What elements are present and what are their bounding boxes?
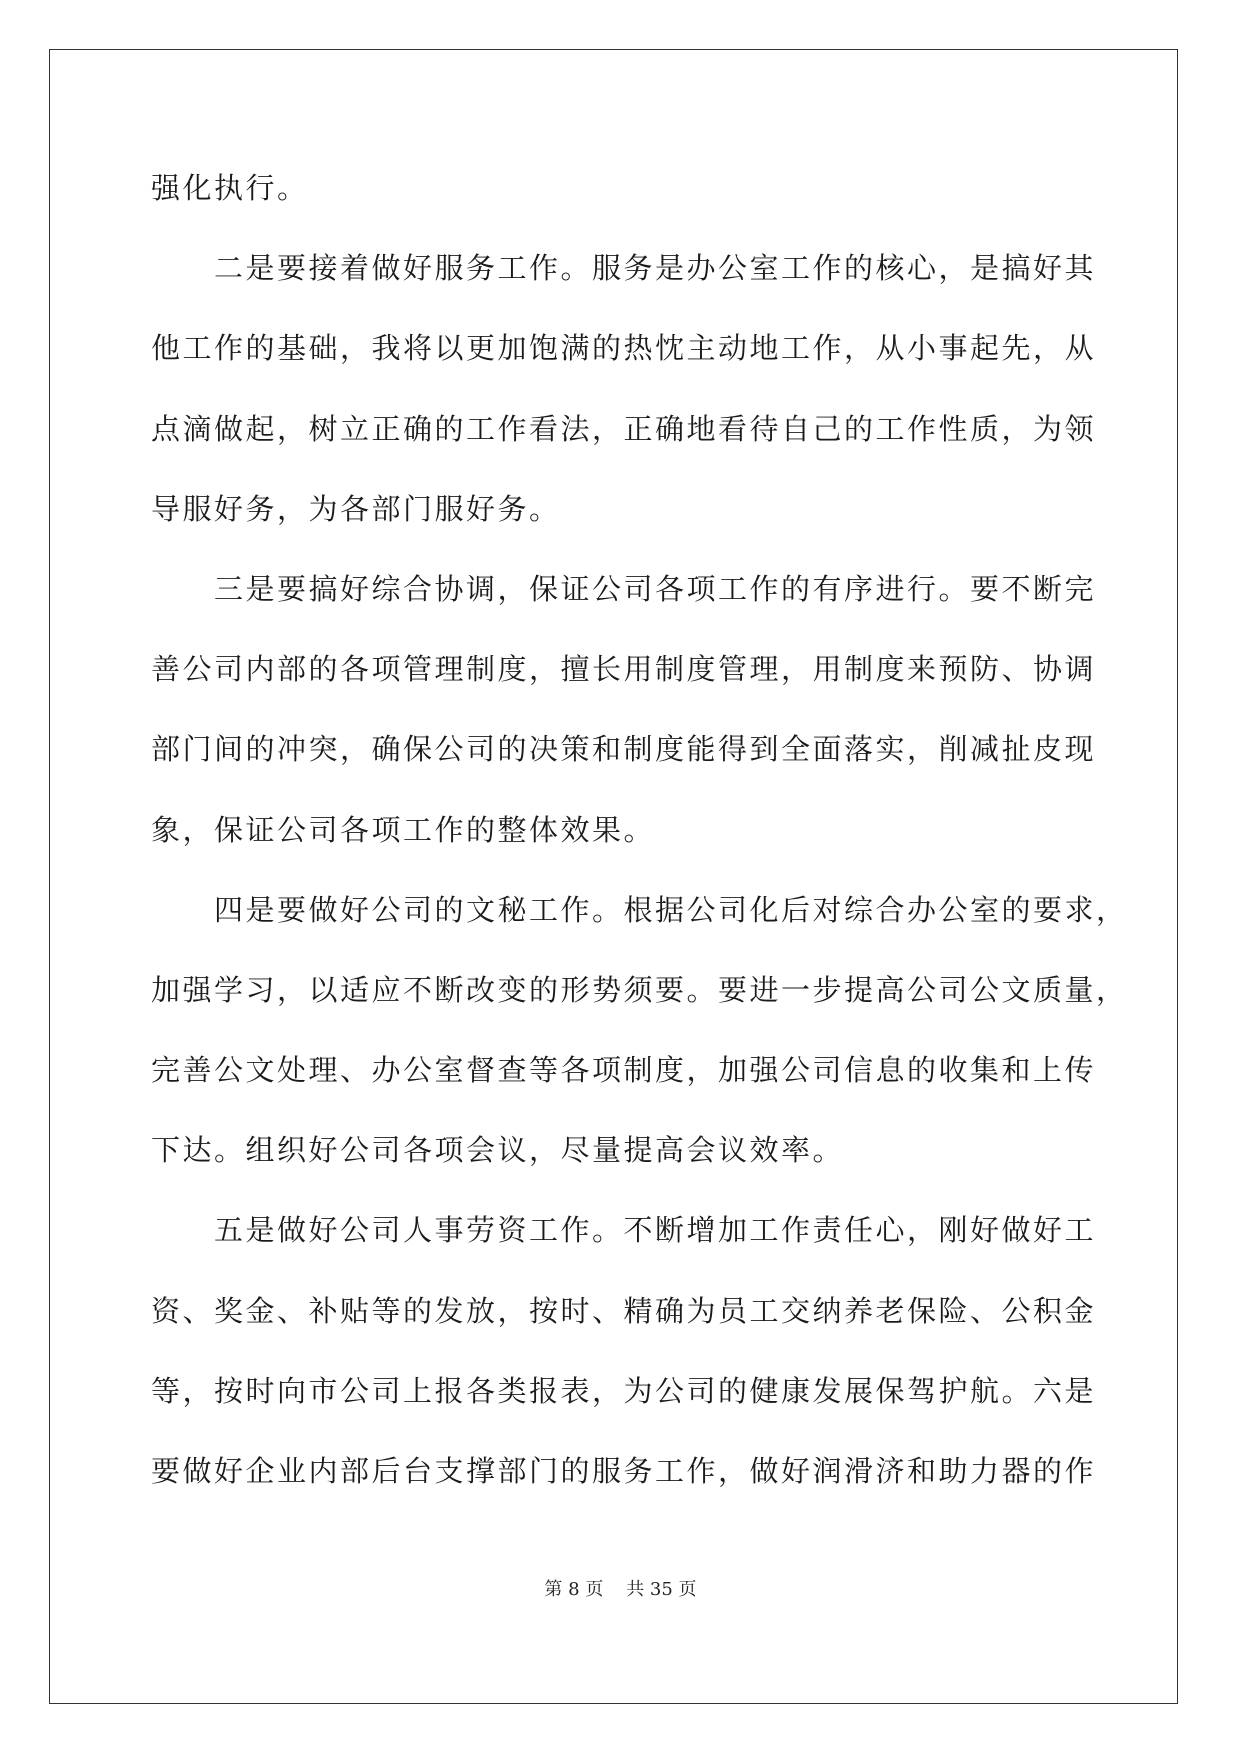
text-line: 加强学习，以适应不断改变的形势须要。要进一步提高公司公文质量，: [151, 972, 1128, 1007]
text-line: 要做好企业内部后台支撑部门的服务工作，做好润滑济和助力器的作: [151, 1454, 1097, 1488]
text-line: 三是要搞好综合协调，保证公司各项工作的有序进行。要不断完: [214, 571, 1097, 606]
text-line: 资、奖金、补贴等的发放，按时、精确为员工交纳养老保险、公积金: [151, 1293, 1097, 1328]
text-line: 象，保证公司各项工作的整体效果。: [151, 812, 656, 847]
text-line: 点滴做起，树立正确的工作看法，正确地看待自己的工作性质，为领: [151, 411, 1097, 446]
text-line: 他工作的基础，我将以更加饱满的热忱主动地工作，从小事起先，从: [151, 331, 1097, 366]
text-line: 下达。组织好公司各项会议，尽量提高会议效率。: [151, 1133, 845, 1168]
text-line: 完善公文处理、办公室督查等各项制度，加强公司信息的收集和上传: [151, 1053, 1097, 1088]
text-line: 等，按时向市公司上报各类报表，为公司的健康发展保驾护航。六是: [151, 1373, 1097, 1408]
text-line: 善公司内部的各项管理制度，擅长用制度管理，用制度来预防、协调: [151, 652, 1097, 687]
page-number-footer: 第 8 页 共 35 页: [544, 1579, 697, 1600]
text-line: 二是要接着做好服务工作。服务是办公室工作的核心，是搞好其: [214, 251, 1097, 286]
document-body: [151, 163, 1128, 1526]
text-line: 四是要做好公司的文秘工作。根据公司化后对综合办公室的要求，: [214, 892, 1128, 927]
text-line: 部门间的冲突，确保公司的决策和制度能得到全面落实，削减扯皮现: [151, 732, 1097, 767]
text-line: 五是做好公司人事劳资工作。不断增加工作责任心，刚好做好工: [214, 1213, 1097, 1248]
text-line: 强化执行。: [151, 171, 309, 205]
text-line: 导服好务，为各部门服好务。: [151, 491, 561, 526]
